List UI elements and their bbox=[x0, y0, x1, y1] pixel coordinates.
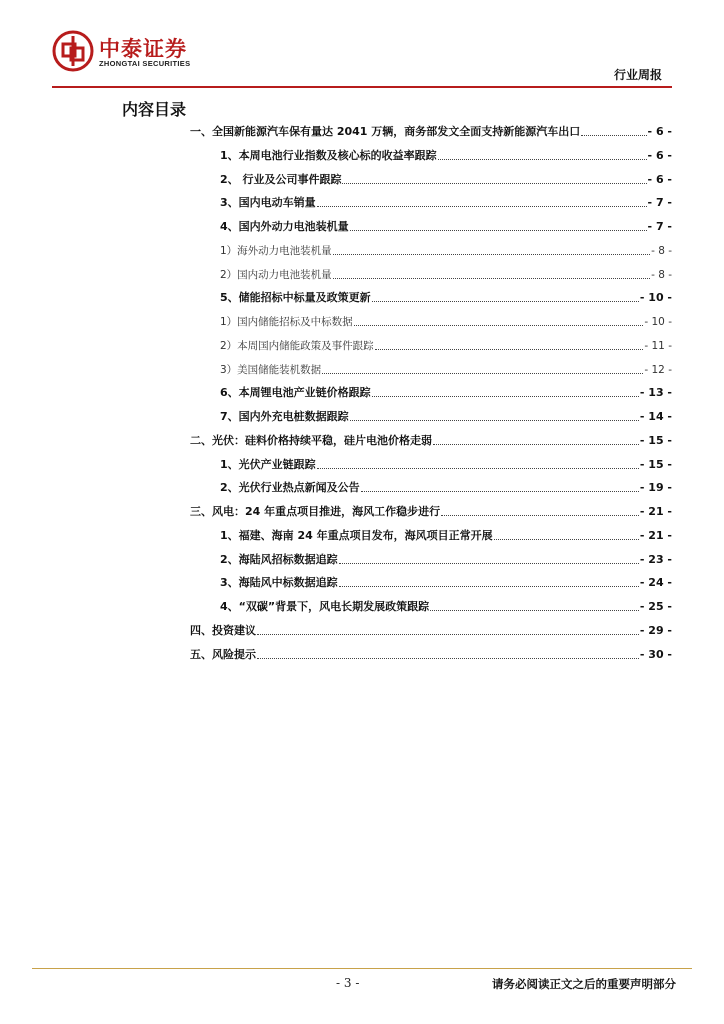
toc-entry-page: - 21 - bbox=[639, 528, 672, 542]
toc-entry-page: - 15 - bbox=[639, 433, 672, 447]
toc-entry-page: - 8 - bbox=[651, 268, 672, 281]
toc-entry[interactable] bbox=[220, 289, 672, 305]
toc-dot-leader bbox=[354, 325, 644, 326]
toc-entry-label: 5、储能招标中标量及政策更新 bbox=[220, 291, 371, 305]
toc-entry[interactable] bbox=[220, 479, 672, 495]
toc-entry[interactable] bbox=[220, 218, 672, 234]
toc-dot-leader bbox=[342, 183, 646, 184]
toc-entry-label: 2、 行业及公司事件跟踪 bbox=[220, 172, 342, 186]
toc-entry[interactable] bbox=[190, 123, 672, 139]
toc-entry-label: 1）国内储能招标及中标数据 bbox=[220, 316, 353, 328]
toc-dot-leader bbox=[438, 159, 647, 160]
toc-entry-page: - 6 - bbox=[647, 148, 672, 162]
toc-entry[interactable] bbox=[220, 313, 672, 329]
toc-entry-label: 2、光伏行业热点新闻及公告 bbox=[220, 481, 360, 495]
toc-entry[interactable] bbox=[220, 456, 672, 472]
toc-entry[interactable] bbox=[220, 171, 672, 187]
toc-entry[interactable] bbox=[220, 194, 672, 210]
toc-entry[interactable] bbox=[190, 432, 672, 448]
toc-entry-page: - 8 - bbox=[651, 244, 672, 257]
toc-entry-page: - 6 - bbox=[647, 125, 672, 138]
toc-entry-label: 1、光伏产业链跟踪 bbox=[220, 457, 316, 471]
toc-entry[interactable] bbox=[220, 337, 672, 353]
toc-entry-label: 1、本周电池行业指数及核心标的收益率跟踪 bbox=[220, 148, 437, 162]
toc-entry-page: - 11 - bbox=[644, 339, 672, 352]
toc-entry[interactable] bbox=[220, 408, 672, 424]
toc-dot-leader bbox=[257, 658, 639, 659]
toc-entry-page: - 30 - bbox=[639, 647, 672, 661]
toc-dot-leader bbox=[339, 563, 639, 564]
toc-entry[interactable] bbox=[220, 384, 672, 400]
page-number: - 3 - bbox=[336, 976, 360, 990]
toc-entry[interactable] bbox=[220, 147, 672, 163]
toc-entry-page: - 13 - bbox=[639, 386, 672, 400]
toc-entry[interactable] bbox=[190, 646, 672, 662]
toc-entry-label: 3）美国储能装机数据 bbox=[220, 363, 322, 376]
toc-entry-label: 2）本周国内储能政策及事件跟踪 bbox=[220, 339, 374, 352]
toc-dot-leader bbox=[430, 610, 639, 611]
toc-entry[interactable] bbox=[220, 361, 672, 377]
toc-entry-label: 7、国内外充电桩数据跟踪 bbox=[220, 410, 349, 423]
toc-entry-page: - 23 - bbox=[639, 552, 672, 566]
toc-entry[interactable] bbox=[220, 574, 672, 590]
toc-entry-label: 四、投资建议 bbox=[190, 623, 256, 637]
toc-entry[interactable] bbox=[220, 598, 672, 614]
report-type-label: 行业周报 bbox=[613, 68, 662, 82]
company-logo bbox=[52, 30, 232, 74]
toc-entry-label: 4、国内外动力电池装机量 bbox=[220, 220, 349, 233]
toc-entry-page: - 25 - bbox=[639, 600, 672, 613]
toc-entry-page: - 10 - bbox=[644, 316, 672, 328]
toc-entry[interactable] bbox=[190, 503, 672, 519]
toc-entry-page: - 21 - bbox=[639, 505, 672, 518]
toc-dot-leader bbox=[433, 444, 639, 445]
toc-dot-leader bbox=[372, 396, 639, 397]
toc-dot-leader bbox=[361, 491, 639, 492]
toc-entry-label: 1、福建、海南 24 年重点项目发布，海风项目正常开展 bbox=[220, 528, 493, 542]
toc-dot-leader bbox=[581, 135, 646, 136]
toc-entry-label: 3、国内电动车销量 bbox=[220, 196, 316, 210]
toc-entry-label: 二、光伏：硅料价格持续平稳，硅片电池价格走弱 bbox=[190, 433, 432, 447]
toc-dot-leader bbox=[372, 301, 639, 302]
toc-entry-label: 一、全国新能源汽车保有量达 2041 万辆，商务部发文全面支持新能源汽车出口 bbox=[190, 125, 581, 138]
toc-dot-leader bbox=[350, 230, 647, 231]
toc-entry-page: - 14 - bbox=[639, 410, 672, 423]
toc-entry-label: 4、“双碳”背景下，风电长期发展政策跟踪 bbox=[220, 600, 430, 613]
toc-entry-label: 2、海陆风招标数据追踪 bbox=[220, 552, 338, 566]
disclaimer-note: 请务必阅读正文之后的重要声明部分 bbox=[492, 977, 676, 991]
toc-dot-leader bbox=[257, 634, 639, 635]
brand-name-english: ZHONGTAI SECURITIES bbox=[99, 59, 191, 68]
toc-title: 内容目录 bbox=[122, 100, 187, 119]
toc-entry-page: - 19 - bbox=[639, 481, 672, 495]
toc-entry-label: 1）海外动力电池装机量 bbox=[220, 244, 332, 257]
toc-entry-page: - 7 - bbox=[647, 196, 672, 210]
toc-entry[interactable] bbox=[220, 551, 672, 567]
zhongtai-logo-icon bbox=[52, 30, 94, 72]
toc-entry-page: - 6 - bbox=[647, 172, 672, 186]
toc-entry[interactable] bbox=[220, 527, 672, 543]
toc-dot-leader bbox=[350, 420, 639, 421]
toc-dot-leader bbox=[333, 254, 650, 255]
toc-entry-page: - 10 - bbox=[639, 291, 672, 305]
toc-dot-leader bbox=[375, 349, 644, 350]
brand-name-chinese: 中泰证券 bbox=[99, 37, 187, 61]
toc-dot-leader bbox=[317, 206, 647, 207]
toc-entry-label: 6、本周锂电池产业链价格跟踪 bbox=[220, 386, 371, 400]
toc-entry-page: - 24 - bbox=[639, 576, 672, 590]
toc-dot-leader bbox=[441, 515, 639, 516]
toc-entry-page: - 15 - bbox=[639, 457, 672, 471]
toc-entry-label: 3、海陆风中标数据追踪 bbox=[220, 576, 338, 590]
toc-entry-page: - 12 - bbox=[644, 363, 672, 376]
toc-entry-label: 五、风险提示 bbox=[190, 647, 256, 661]
toc-entry-label: 2）国内动力电池装机量 bbox=[220, 268, 332, 281]
toc-entry[interactable] bbox=[220, 242, 672, 258]
toc-dot-leader bbox=[494, 539, 639, 540]
toc-entry[interactable] bbox=[220, 266, 672, 282]
footer-divider bbox=[32, 968, 692, 969]
toc-entry-page: - 29 - bbox=[639, 623, 672, 637]
toc-dot-leader bbox=[333, 278, 650, 279]
toc-dot-leader bbox=[322, 373, 643, 374]
header-divider bbox=[52, 86, 672, 88]
toc-dot-leader bbox=[317, 468, 639, 469]
toc-entry-page: - 7 - bbox=[647, 220, 672, 233]
toc-entry-label: 三、风电：24 年重点项目推进，海风工作稳步进行 bbox=[190, 505, 441, 518]
toc-dot-leader bbox=[339, 586, 639, 587]
toc-entry[interactable] bbox=[190, 622, 672, 638]
